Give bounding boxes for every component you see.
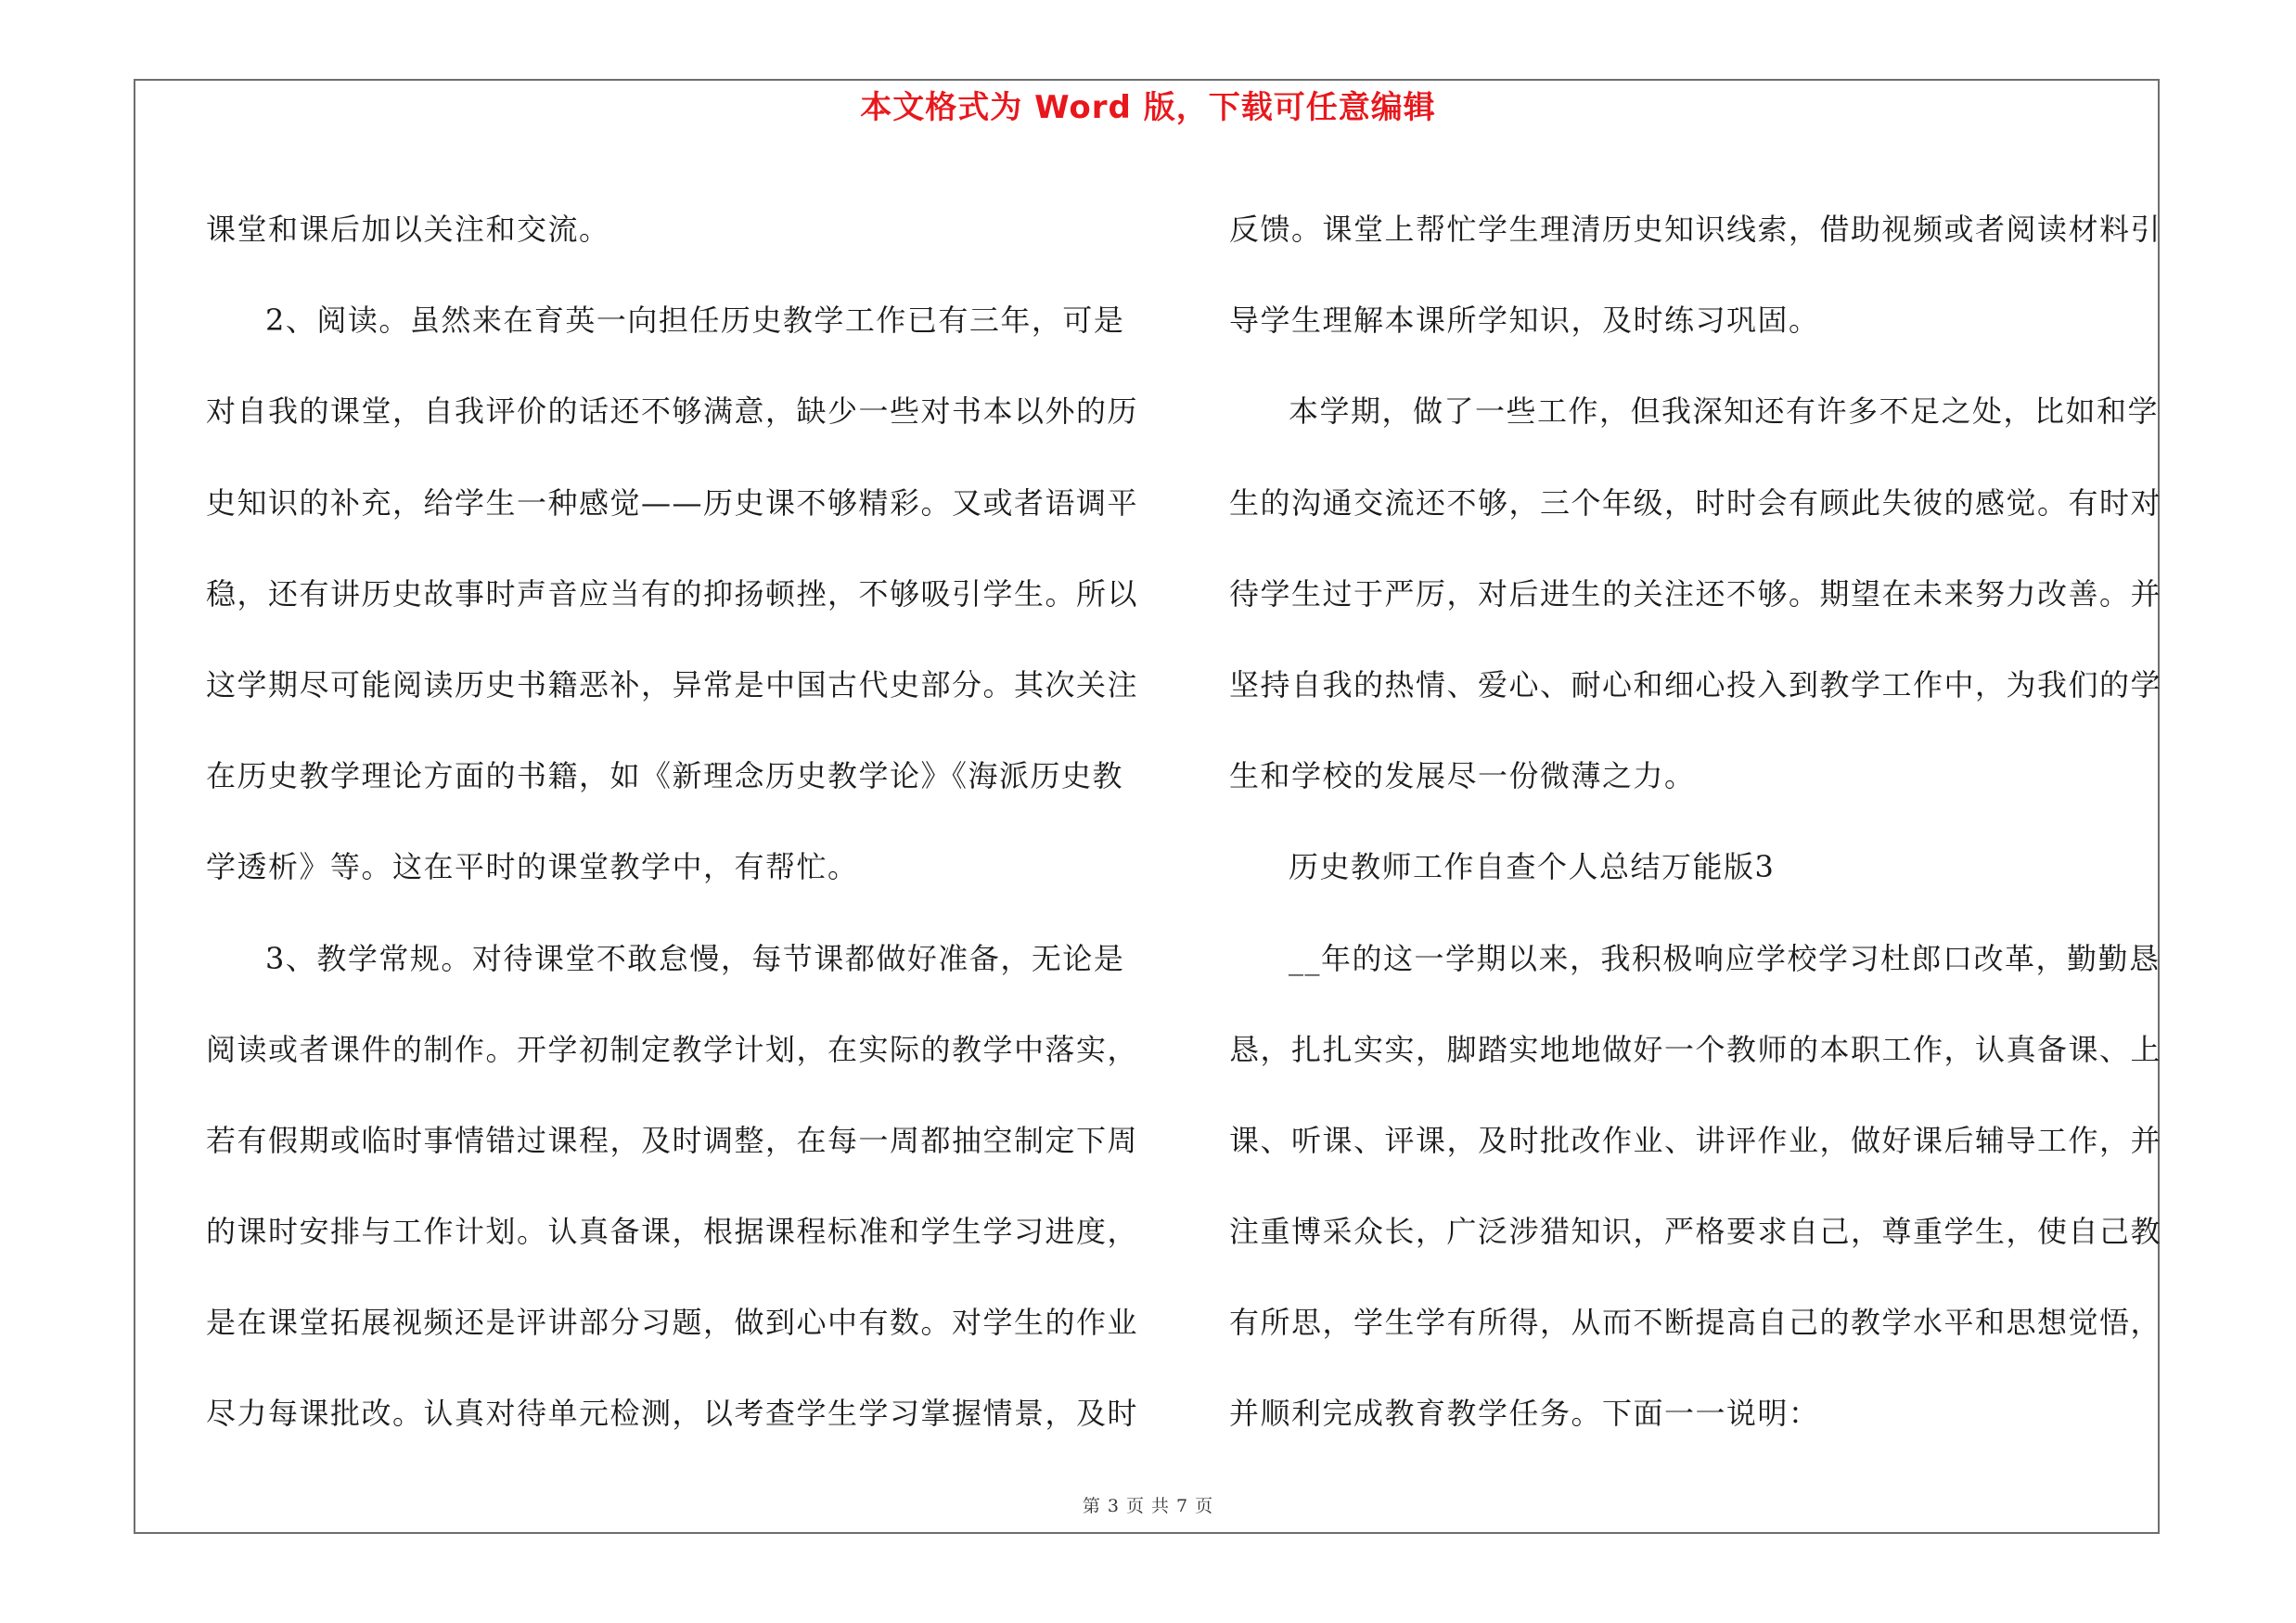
text-line: 2、阅读。虽然来在育英一向担任历史教学工作已有三年，可是 xyxy=(265,303,1125,339)
text-line: 注重博采众长，广泛涉猎知识，严格要求自己，尊重学生，使自己教 xyxy=(1229,1214,2162,1250)
text-line: 生的沟通交流还不够，三个年级，时时会有顾此失彼的感觉。有时对 xyxy=(1229,484,2162,521)
text-line: 3、教学常规。对待课堂不敢怠慢，每节课都做好准备，无论是 xyxy=(265,940,1125,976)
text-line: 史知识的补充，给学生一种感觉——历史课不够精彩。又或者语调平 xyxy=(206,484,1139,521)
text-line: 尽力每课批改。认真对待单元检测，以考查学生学习掌握情景，及时 xyxy=(206,1396,1139,1432)
text-line: 是在课堂拓展视频还是评讲部分习题，做到心中有数。对学生的作业 xyxy=(206,1305,1139,1341)
right-text-column xyxy=(1229,184,2162,1460)
text-line: 坚持自我的热情、爱心、耐心和细心投入到教学工作中，为我们的学 xyxy=(1229,666,2162,702)
text-line: 课堂和课后加以关注和交流。 xyxy=(206,212,610,247)
text-line: 本学期，做了一些工作，但我深知还有许多不足之处，比如和学 xyxy=(1289,393,2160,430)
page-number-footer: 第 3 页 共 7 页 xyxy=(1082,1496,1214,1516)
text-line: 生和学校的发展尽一份微薄之力。 xyxy=(1229,758,1696,794)
text-line: 对自我的课堂，自我评价的话还不够满意，缺少一些对书本以外的历 xyxy=(206,393,1139,430)
word-format-banner: 本文格式为 Word 版，下载可任意编辑 xyxy=(860,89,1436,126)
text-line: 学透析》等。这在平时的课堂教学中，有帮忙。 xyxy=(206,849,859,885)
left-text-column xyxy=(206,184,1139,1460)
text-line: 并顺利完成教育教学任务。下面一一说明： xyxy=(1229,1396,1820,1432)
text-line: __年的这一学期以来，我积极响应学校学习杜郎口改革，勤勤恳 xyxy=(1289,940,2161,976)
text-line: 反馈。课堂上帮忙学生理清历史知识线索，借助视频或者阅读材料引 xyxy=(1229,212,2162,247)
text-line: 这学期尽可能阅读历史书籍恶补，异常是中国古代史部分。其次关注 xyxy=(206,666,1139,702)
text-line: 导学生理解本课所学知识，及时练习巩固。 xyxy=(1229,303,1820,339)
text-line: 的课时安排与工作计划。认真备课，根据课程标准和学生学习进度， xyxy=(206,1214,1139,1250)
text-line: 恳，扎扎实实，脚踏实地地做好一个教师的本职工作，认真备课、上 xyxy=(1229,1031,2162,1067)
text-line: 课、听课、评课，及时批改作业、讲评作业，做好课后辅导工作，并 xyxy=(1229,1122,2162,1158)
text-line: 阅读或者课件的制作。开学初制定教学计划，在实际的教学中落实， xyxy=(206,1031,1139,1067)
text-line: 有所思，学生学有所得，从而不断提高自己的教学水平和思想觉悟， xyxy=(1229,1305,2162,1341)
text-line: 在历史教学理论方面的书籍，如《新理念历史教学论》《海派历史教 xyxy=(206,758,1124,794)
text-line: 历史教师工作自查个人总结万能版3 xyxy=(1289,849,1776,885)
text-line: 待学生过于严厉，对后进生的关注还不够。期望在未来努力改善。并 xyxy=(1229,575,2162,612)
text-line: 若有假期或临时事情错过课程，及时调整，在每一周都抽空制定下周 xyxy=(206,1122,1139,1158)
text-line: 稳，还有讲历史故事时声音应当有的抑扬顿挫，不够吸引学生。所以 xyxy=(206,575,1139,612)
